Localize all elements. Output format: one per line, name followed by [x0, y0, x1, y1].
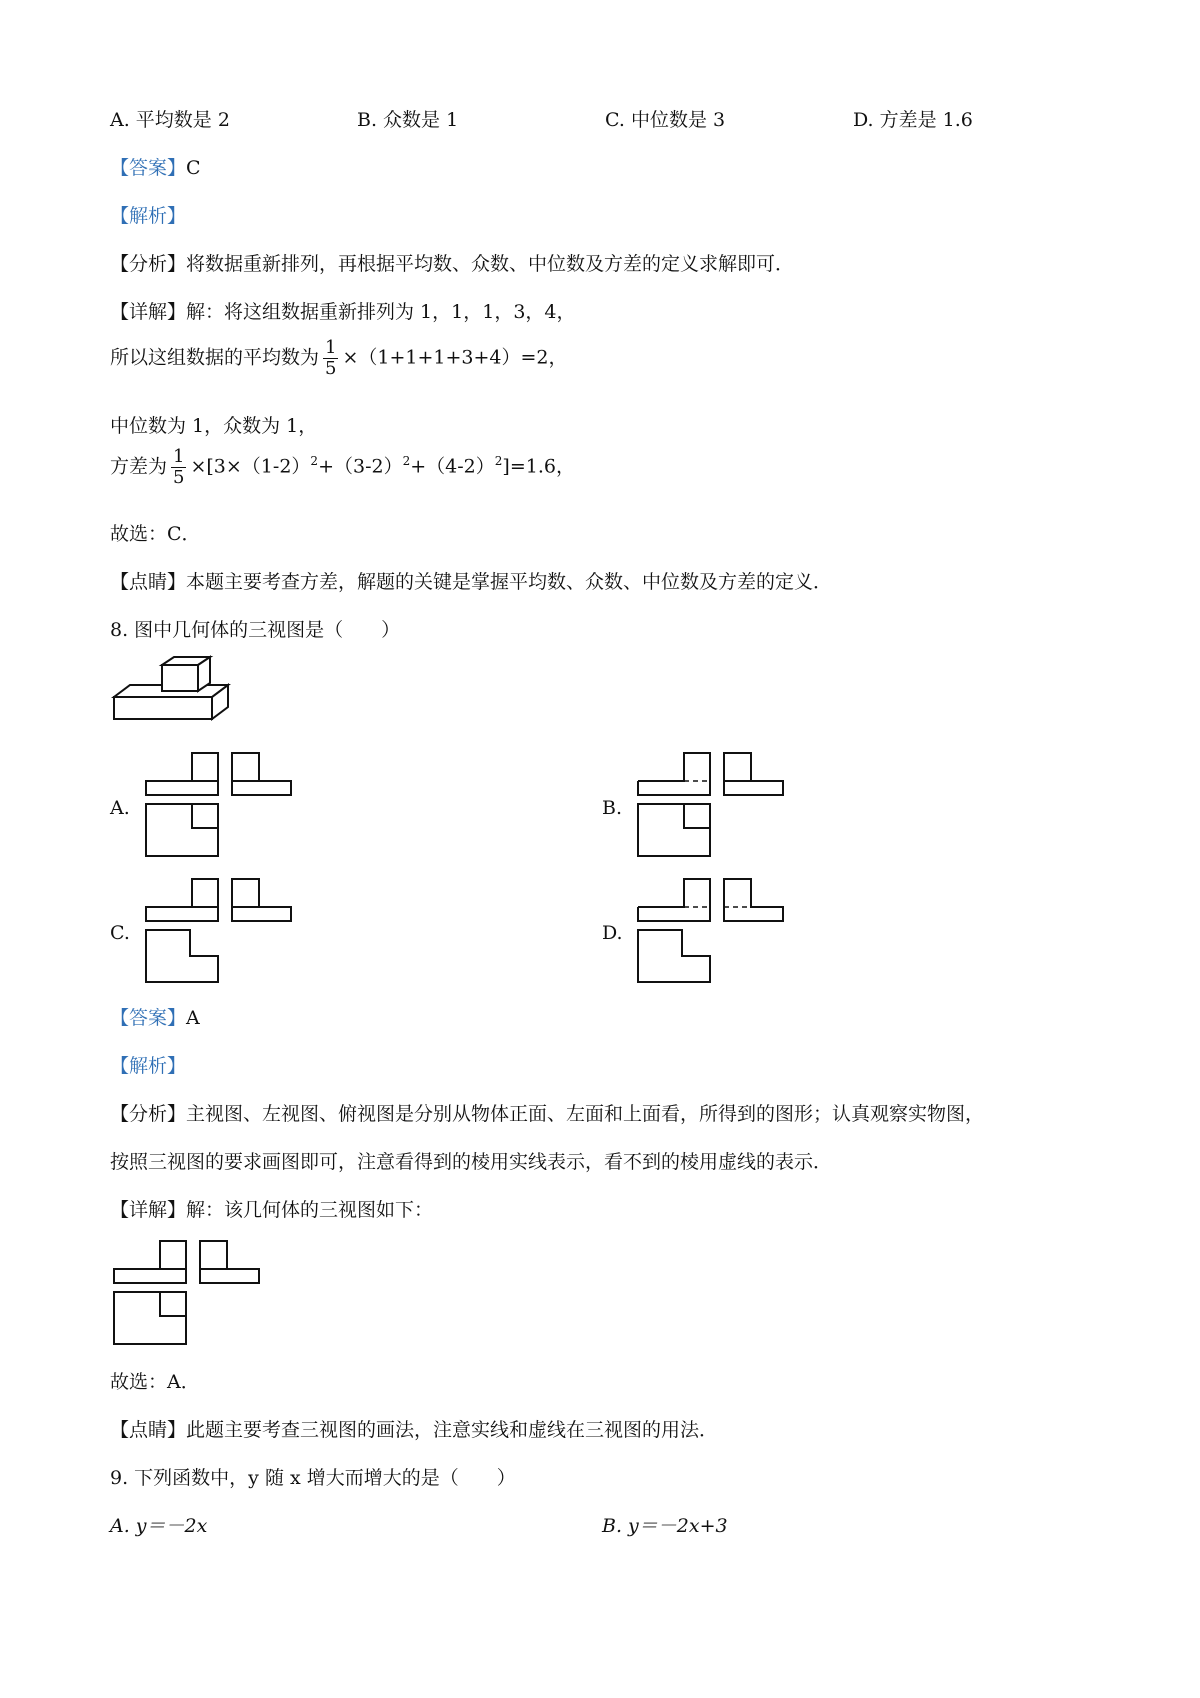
dianjing-text: 此题主要考查三视图的画法，注意实线和虚线在三视图的用法．	[186, 1419, 719, 1441]
fenxi-tag: 【分析】	[110, 1103, 187, 1125]
xiangjie-text: 解：将这组数据重新排列为 1，1，1，3，4，	[186, 301, 576, 323]
analysis-tag: 【解析】	[110, 205, 187, 227]
side-view-cube	[724, 753, 751, 781]
option-a-views	[145, 752, 295, 858]
fraction-numerator: 1	[325, 337, 337, 358]
option-d-views	[637, 878, 787, 984]
front-view-outline	[638, 879, 710, 921]
variance-term-2: +（3-2）	[318, 455, 403, 478]
option-c-views	[145, 878, 295, 984]
side-view-outline	[724, 879, 783, 921]
front-view-cube	[192, 753, 218, 781]
option-b: B. 众数是 1	[357, 109, 459, 131]
side-view-base	[232, 907, 291, 921]
option-d-label: D.	[602, 922, 623, 944]
option-a-label: A.	[110, 797, 130, 819]
fraction-denominator: 5	[173, 466, 185, 488]
answer-value: A	[186, 1007, 200, 1029]
option-c: C. 中位数是 3	[605, 109, 726, 131]
front-view-base	[146, 907, 218, 921]
cube-front-face	[162, 665, 198, 691]
dianjing-line	[110, 567, 832, 594]
analysis-fenxi	[110, 1099, 984, 1126]
fenxi-tag: 【分析】	[110, 253, 187, 275]
option-b-views	[637, 752, 787, 858]
question-9-stem: 9. 下列函数中，y 随 x 增大而增大的是（ ）	[110, 1467, 516, 1489]
dianjing-tag: 【点睛】	[110, 1419, 187, 1441]
front-view-base	[146, 781, 218, 795]
base-front-face	[114, 697, 212, 719]
front-view-cube	[192, 879, 218, 907]
detail-line	[110, 1195, 433, 1222]
option-a: A. 平均数是 2	[110, 109, 230, 131]
answer-line	[110, 153, 201, 180]
solution-views	[113, 1240, 263, 1346]
side-view-base	[200, 1269, 259, 1283]
fraction	[171, 447, 186, 488]
detail-line	[110, 297, 576, 324]
top-view-inner-edge	[192, 804, 218, 828]
top-view-outline	[146, 930, 218, 982]
front-view-cube	[160, 1241, 186, 1269]
variance-term-3: +（4-2）	[410, 455, 495, 478]
answer-tag: 【答案】	[110, 157, 187, 179]
side-view-cube	[232, 753, 259, 781]
fenxi-text: 将数据重新排列，再根据平均数、众数、中位数及方差的定义求解即可．	[186, 253, 795, 275]
choose-line: 故选：C．	[110, 523, 201, 545]
variance-line	[110, 447, 575, 488]
top-view-outline	[114, 1292, 186, 1344]
top-view-inner-edge	[684, 804, 710, 828]
answer-tag: 【答案】	[110, 1007, 187, 1029]
square-superscript: 2	[494, 453, 503, 468]
side-view-cube	[200, 1241, 227, 1269]
fenxi-text: 主视图、左视图、俯视图是分别从物体正面、左面和上面看，所得到的图形；认真观察实物图，	[186, 1103, 985, 1125]
mean-suffix: ×（1+1+1+3+4）=2，	[342, 346, 568, 369]
median-line: 中位数为 1，众数为 1，	[110, 415, 318, 437]
top-view-outline	[146, 804, 218, 856]
analysis-fenxi-cont: 按照三视图的要求画图即可，注意看得到的棱用实线表示，看不到的棱用虚线的表示．	[110, 1151, 833, 1173]
front-view-base	[114, 1269, 186, 1283]
xiangjie-text: 解：该几何体的三视图如下：	[186, 1199, 434, 1221]
fraction	[323, 338, 338, 379]
variance-term-1: ×[3×（1-2）	[190, 455, 311, 478]
answer-value: C	[186, 157, 201, 179]
answer-line	[110, 1003, 200, 1030]
option-c-label: C.	[110, 922, 130, 944]
side-view-cube	[232, 879, 259, 907]
option-b: B. y＝－2x+3	[602, 1515, 728, 1537]
analysis-fenxi	[110, 249, 794, 276]
option-d: D. 方差是 1.6	[853, 109, 973, 131]
variance-result: ]=1.6，	[502, 455, 575, 478]
mean-prefix: 所以这组数据的平均数为	[110, 346, 320, 369]
top-view-outline	[638, 804, 710, 856]
mean-line	[110, 338, 568, 379]
fraction-denominator: 5	[325, 357, 337, 379]
side-view-base	[232, 781, 291, 795]
xiangjie-tag: 【详解】	[110, 301, 187, 323]
analysis-tag: 【解析】	[110, 1055, 187, 1077]
solid-figure	[110, 655, 260, 745]
dianjing-line	[110, 1415, 718, 1442]
dianjing-tag: 【点睛】	[110, 571, 187, 593]
top-view-inner-edge	[160, 1292, 186, 1316]
dianjing-text: 本题主要考查方差，解题的关键是掌握平均数、众数、中位数及方差的定义．	[186, 571, 833, 593]
square-superscript: 2	[402, 453, 411, 468]
option-b-label: B.	[602, 797, 623, 819]
xiangjie-tag: 【详解】	[110, 1199, 187, 1221]
top-view-outline	[638, 930, 710, 982]
option-a: A. y＝－2x	[110, 1515, 208, 1537]
front-view-outline	[638, 753, 710, 795]
side-view-base	[724, 781, 783, 795]
square-superscript: 2	[310, 453, 319, 468]
variance-prefix: 方差为	[110, 455, 168, 478]
choose-line: 故选：A．	[110, 1371, 200, 1393]
fraction-numerator: 1	[173, 446, 185, 467]
base-side-face	[212, 685, 228, 719]
question-8-stem: 8. 图中几何体的三视图是（ ）	[110, 619, 401, 641]
